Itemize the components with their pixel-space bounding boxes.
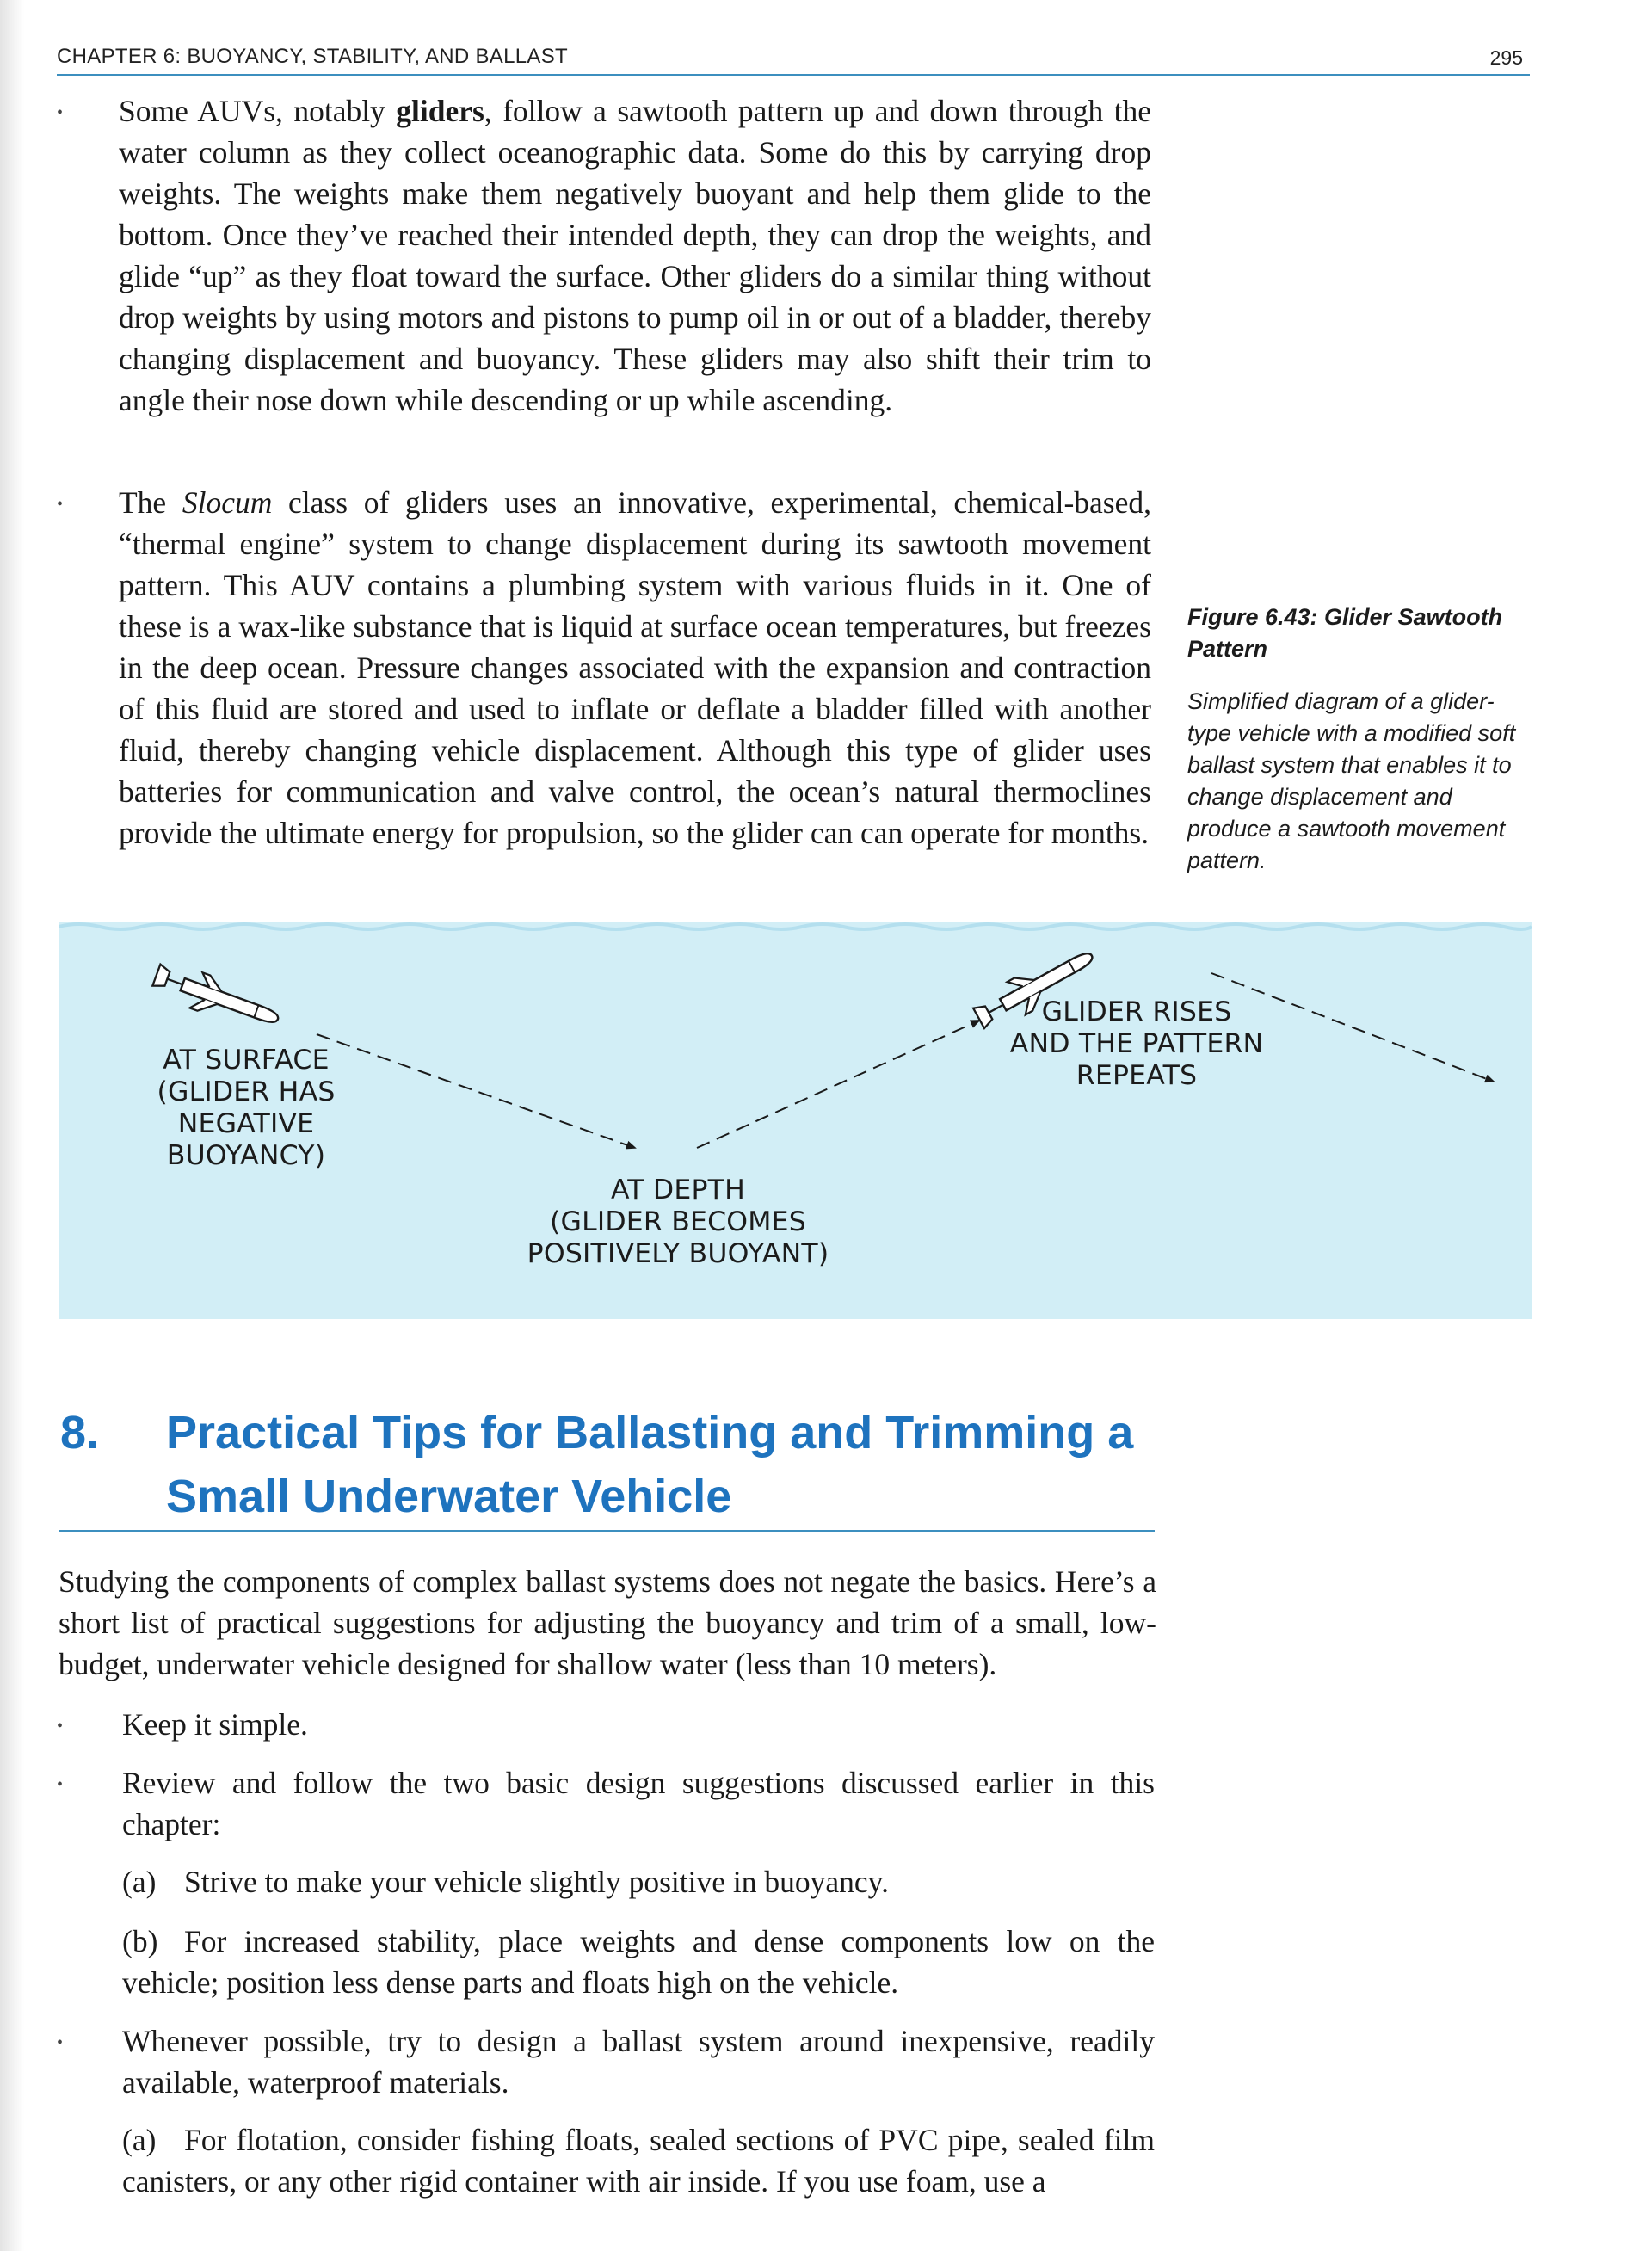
label-at-surface: AT SURFACE (GLIDER HAS NEGATIVE BUOYANCY) <box>157 1045 336 1171</box>
tip-materials: Whenever possible, try to design a ballast system around inexpensive, readily available, waterproof materials. <box>122 2024 1155 2100</box>
section-number: 8. <box>60 1407 100 1459</box>
paragraph-slocum: The Slocum class of gliders uses an innovative, experimental, chemical-based, “thermal engine” system to change displacement during its sawtooth movement pattern. This AUV contains a plumbing system with various fluids in it. One of these is a wax-like substance that is liquid at surface ocean temperatures, but freezes in the deep ocean. Pressure changes associated with the expansion and contraction of this fluid are stored and used to inflate or deflate a bladder filled with another fluid, thereby changing vehicle displacement. Although this type of glider uses batteries for communication and valve control, the ocean’s natural thermoclines provide the ultimate energy for propulsion, so the glider can can operate for months. <box>119 485 1151 850</box>
page-number: 295 <box>1489 46 1523 69</box>
figure-caption-body: Simplified diagram of a glider-type vehicle with a modified soft ballast system that enables it to change displacement and produce a sawtooth movement pattern. <box>1187 688 1516 873</box>
running-header <box>57 43 1530 76</box>
chapter-title: CHAPTER 6: BUOYANCY, STABILITY, AND BALLAST <box>57 45 568 68</box>
label-at-depth: AT DEPTH (GLIDER BECOMES POSITIVELY BUOYANT) <box>527 1175 829 1269</box>
term-slocum: Slocum <box>182 485 273 520</box>
intro-paragraph: Studying the components of complex ballast systems does not negate the basics. Here’s a short list of practical suggestions for adjusting the buoyancy and trim of a small, low-budget, underwater vehicle designed for shallow water (less than 10 meters). <box>59 1564 1156 1681</box>
label-glider-rises: GLIDER RISES AND THE PATTERN REPEATS <box>1009 996 1264 1091</box>
sub-marker-a: (a) <box>122 1865 157 1899</box>
bullet-marker: • <box>57 495 64 514</box>
glider-descending-icon <box>150 958 284 1037</box>
section-rule <box>59 1530 1155 1532</box>
water-surface-line <box>59 924 1532 929</box>
figure-caption-title: Figure 6.43: Glider Sawtooth Pattern <box>1187 604 1503 662</box>
page-edge-shadow <box>0 0 24 2251</box>
tip-review: Review and follow the two basic design suggestions discussed earlier in this chapter: <box>122 1766 1155 1841</box>
tip-review-a: Strive to make your vehicle slightly positive in buoyancy. <box>184 1865 889 1899</box>
sub-marker-a: (a) <box>122 2123 157 2157</box>
term-gliders: gliders <box>396 94 484 128</box>
sawtooth-figure <box>59 922 1532 1319</box>
bullet-marker: • <box>57 2033 64 2052</box>
bullet-marker: • <box>57 103 64 122</box>
tip-review-b: For increased stability, place weights and dense components low on the vehicle; position less dense parts and floats high on the vehicle. <box>122 1924 1155 2000</box>
bullet-marker: • <box>57 1717 64 1736</box>
descent-path-arrow <box>317 1034 635 1148</box>
tip-keep-simple: Keep it simple. <box>122 1707 308 1742</box>
paragraph-gliders: Some AUVs, notably gliders, follow a sawtooth pattern up and down through the water column as they collect oceanographic data. Some do this by carrying drop weights. The weights make them negatively buoyant and help them glide to the bottom. Once they’ve reached their intended depth, they can drop the weights, and glide “up” as they float toward the surface. Other gliders do a similar thing without drop weights by using motors and pistons to pump oil in or out of a bladder, thereby changing displacement and buoyancy. These gliders may also shift their trim to angle their nose down while descending or up while ascending. <box>119 94 1151 417</box>
tip-materials-a: For flotation, consider fishing floats, sealed sections of PVC pipe, sealed film canisters, or any other rigid container with air inside. If you use foam, use a <box>122 2123 1155 2199</box>
sub-marker-b: (b) <box>122 1924 158 1958</box>
section-title: Practical Tips for Ballasting and Trimming a Small Underwater Vehicle <box>166 1407 1134 1522</box>
ascent-path-arrow <box>697 1021 979 1148</box>
bullet-marker: • <box>57 1775 64 1794</box>
